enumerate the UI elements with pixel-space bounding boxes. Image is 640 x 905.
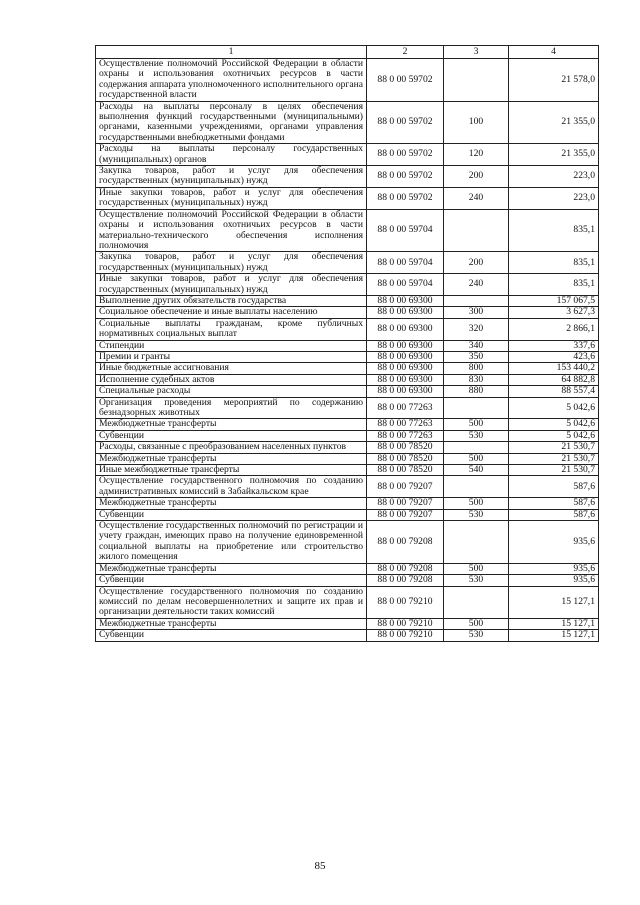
target-code-cell: 88 0 00 69300 — [367, 340, 444, 351]
expense-name-cell: Расходы, связанные с преобразованием населенных пунктов — [96, 442, 367, 453]
table-row — [96, 419, 599, 430]
expense-name-cell: Межбюджетные трансферты — [96, 453, 367, 464]
amount-cell: 935,6 — [509, 575, 599, 586]
amount-cell: 5 042,6 — [509, 430, 599, 441]
amount-cell: 21 355,0 — [509, 144, 599, 166]
expense-type-cell: 500 — [444, 563, 509, 574]
target-code-cell: 88 0 00 79210 — [367, 618, 444, 629]
expense-type-cell: 880 — [444, 386, 509, 397]
expense-name-cell: Межбюджетные трансферты — [96, 419, 367, 430]
expense-name-cell: Иные закупки товаров, работ и услуг для обеспечения государственных (муниципальных) нужд — [96, 187, 367, 209]
expense-name-cell: Межбюджетные трансферты — [96, 498, 367, 509]
target-code-cell: 88 0 00 79208 — [367, 521, 444, 564]
amount-cell: 5 042,6 — [509, 419, 599, 430]
amount-cell: 5 042,6 — [509, 397, 599, 419]
table-row — [96, 465, 599, 476]
amount-cell: 21 578,0 — [509, 59, 599, 102]
expense-type-cell: 830 — [444, 374, 509, 385]
amount-cell: 835,1 — [509, 209, 599, 252]
table-row — [96, 209, 599, 252]
table-row — [96, 351, 599, 362]
expense-type-cell: 350 — [444, 351, 509, 362]
table-row — [96, 586, 599, 618]
table-row — [96, 374, 599, 385]
amount-cell: 587,6 — [509, 476, 599, 498]
target-code-cell: 88 0 00 59704 — [367, 209, 444, 252]
target-code-cell: 88 0 00 69300 — [367, 363, 444, 374]
target-code-cell: 88 0 00 59702 — [367, 144, 444, 166]
target-code-cell: 88 0 00 79207 — [367, 509, 444, 520]
target-code-cell: 88 0 00 77263 — [367, 397, 444, 419]
target-code-cell: 88 0 00 59702 — [367, 59, 444, 102]
amount-cell: 2 866,1 — [509, 318, 599, 340]
table-row — [96, 575, 599, 586]
expense-name-cell: Закупка товаров, работ и услуг для обеспечения государственных (муниципальных) нужд — [96, 252, 367, 274]
expense-type-cell: 200 — [444, 166, 509, 188]
amount-cell: 21 530,7 — [509, 442, 599, 453]
table-row — [96, 453, 599, 464]
target-code-cell: 88 0 00 69300 — [367, 374, 444, 385]
expense-type-cell — [444, 397, 509, 419]
expense-name-cell: Иные межбюджетные трансферты — [96, 465, 367, 476]
table-row — [96, 476, 599, 498]
amount-cell: 15 127,1 — [509, 618, 599, 629]
expense-type-cell — [444, 586, 509, 618]
target-code-cell: 88 0 00 79210 — [367, 630, 444, 641]
amount-cell: 223,0 — [509, 166, 599, 188]
target-code-cell: 88 0 00 77263 — [367, 430, 444, 441]
amount-cell: 587,6 — [509, 509, 599, 520]
expense-name-cell: Субвенции — [96, 575, 367, 586]
expense-name-cell: Осуществление полномочий Российской Федерации в области охраны и использования охотничьих ресурсов в части материально-технического обеспечения исполнения полномочия — [96, 209, 367, 252]
expense-type-cell: 500 — [444, 618, 509, 629]
expense-name-cell: Субвенции — [96, 509, 367, 520]
expense-name-cell: Осуществление государственного полномочия по созданию комиссий по делам несовершеннолетних и защите их прав и организации деятельности таких комиссий — [96, 586, 367, 618]
expense-type-cell: 120 — [444, 144, 509, 166]
table-row — [96, 318, 599, 340]
expense-type-cell: 800 — [444, 363, 509, 374]
target-code-cell: 88 0 00 69300 — [367, 318, 444, 340]
column-header: 3 — [444, 46, 509, 59]
table-row — [96, 386, 599, 397]
table-row — [96, 307, 599, 318]
expense-type-cell: 530 — [444, 630, 509, 641]
target-code-cell: 88 0 00 59702 — [367, 101, 444, 144]
target-code-cell: 88 0 00 79210 — [367, 586, 444, 618]
target-code-cell: 88 0 00 69300 — [367, 307, 444, 318]
expense-type-cell — [444, 476, 509, 498]
expense-type-cell: 500 — [444, 498, 509, 509]
target-code-cell: 88 0 00 79208 — [367, 575, 444, 586]
amount-cell: 423,6 — [509, 351, 599, 362]
amount-cell: 21 530,7 — [509, 465, 599, 476]
expense-type-cell: 530 — [444, 430, 509, 441]
expense-type-cell: 240 — [444, 274, 509, 296]
table-row — [96, 274, 599, 296]
expense-name-cell: Специальные расходы — [96, 386, 367, 397]
expense-type-cell — [444, 442, 509, 453]
target-code-cell: 88 0 00 79207 — [367, 498, 444, 509]
expense-name-cell: Осуществление полномочий Российской Федерации в области охраны и использования охотничьих ресурсов в части содержания аппарата уполномоченного исполнительного органа государственной власти — [96, 59, 367, 102]
expense-name-cell: Премии и гранты — [96, 351, 367, 362]
expense-type-cell: 540 — [444, 465, 509, 476]
table-row — [96, 563, 599, 574]
expense-type-cell: 320 — [444, 318, 509, 340]
column-header: 1 — [96, 46, 367, 59]
amount-cell: 157 067,5 — [509, 295, 599, 306]
table-row — [96, 101, 599, 144]
amount-cell: 835,1 — [509, 274, 599, 296]
target-code-cell: 88 0 00 59704 — [367, 274, 444, 296]
target-code-cell: 88 0 00 78520 — [367, 453, 444, 464]
table-row — [96, 442, 599, 453]
expense-name-cell: Межбюджетные трансферты — [96, 563, 367, 574]
expense-name-cell: Организация проведения мероприятий по содержанию безнадзорных животных — [96, 397, 367, 419]
expense-name-cell: Субвенции — [96, 630, 367, 641]
amount-cell: 3 627,3 — [509, 307, 599, 318]
table-row — [96, 340, 599, 351]
expense-type-cell: 340 — [444, 340, 509, 351]
expense-name-cell: Исполнение судебных актов — [96, 374, 367, 385]
table-row — [96, 509, 599, 520]
table-row — [96, 618, 599, 629]
expense-name-cell: Иные бюджетные ассигнования — [96, 363, 367, 374]
table-row — [96, 59, 599, 102]
amount-cell: 935,6 — [509, 521, 599, 564]
table-row — [96, 166, 599, 188]
amount-cell: 935,6 — [509, 563, 599, 574]
expense-type-cell — [444, 521, 509, 564]
target-code-cell: 88 0 00 59702 — [367, 187, 444, 209]
target-code-cell: 88 0 00 69300 — [367, 351, 444, 362]
expense-type-cell: 200 — [444, 252, 509, 274]
amount-cell: 15 127,1 — [509, 586, 599, 618]
expense-type-cell: 500 — [444, 419, 509, 430]
expense-type-cell: 530 — [444, 575, 509, 586]
expense-name-cell: Социальные выплаты гражданам, кроме публичных нормативных социальных выплат — [96, 318, 367, 340]
amount-cell: 21 355,0 — [509, 101, 599, 144]
target-code-cell: 88 0 00 78520 — [367, 465, 444, 476]
table-row — [96, 295, 599, 306]
amount-cell: 223,0 — [509, 187, 599, 209]
table-row — [96, 144, 599, 166]
expense-name-cell: Осуществление государственного полномочия по созданию административных комиссий в Забайкальском крае — [96, 476, 367, 498]
table-row — [96, 630, 599, 641]
expense-name-cell: Расходы на выплаты персоналу в целях обеспечения выполнения функций государственными (муниципальными) органами, казенными учреждениями, органами управления государственными внебюджетными фондами — [96, 101, 367, 144]
amount-cell: 587,6 — [509, 498, 599, 509]
expense-name-cell: Межбюджетные трансферты — [96, 618, 367, 629]
target-code-cell: 88 0 00 79207 — [367, 476, 444, 498]
target-code-cell: 88 0 00 59704 — [367, 252, 444, 274]
expense-type-cell: 100 — [444, 101, 509, 144]
target-code-cell: 88 0 00 59702 — [367, 166, 444, 188]
expense-type-cell — [444, 295, 509, 306]
expense-type-cell: 240 — [444, 187, 509, 209]
expense-name-cell: Социальное обеспечение и иные выплаты населению — [96, 307, 367, 318]
expense-type-cell: 530 — [444, 509, 509, 520]
expense-name-cell: Иные закупки товаров, работ и услуг для обеспечения государственных (муниципальных) нужд — [96, 274, 367, 296]
amount-cell: 64 882,8 — [509, 374, 599, 385]
expense-name-cell: Осуществление государственных полномочий по регистрации и учету граждан, имеющих право на получение единовременной социальной выплаты на приобретение или строительство жилого помещения — [96, 521, 367, 564]
page-number: 85 — [314, 860, 326, 872]
table-row — [96, 187, 599, 209]
amount-cell: 153 440,2 — [509, 363, 599, 374]
expense-type-cell — [444, 59, 509, 102]
expense-name-cell: Выполнение других обязательств государства — [96, 295, 367, 306]
table-row — [96, 521, 599, 564]
amount-cell: 88 557,4 — [509, 386, 599, 397]
table-row — [96, 363, 599, 374]
table-row — [96, 397, 599, 419]
column-header: 2 — [367, 46, 444, 59]
table-row — [96, 498, 599, 509]
expense-type-cell — [444, 209, 509, 252]
target-code-cell: 88 0 00 78520 — [367, 442, 444, 453]
amount-cell: 21 530,7 — [509, 453, 599, 464]
amount-cell: 835,1 — [509, 252, 599, 274]
target-code-cell: 88 0 00 69300 — [367, 295, 444, 306]
expense-type-cell: 300 — [444, 307, 509, 318]
table-row — [96, 252, 599, 274]
expense-name-cell: Закупка товаров, работ и услуг для обеспечения государственных (муниципальных) нужд — [96, 166, 367, 188]
expense-name-cell: Субвенции — [96, 430, 367, 441]
amount-cell: 15 127,1 — [509, 630, 599, 641]
column-header: 4 — [509, 46, 599, 59]
table-body — [96, 59, 599, 642]
budget-table — [95, 45, 599, 642]
table-row — [96, 430, 599, 441]
target-code-cell: 88 0 00 69300 — [367, 386, 444, 397]
table-header-row — [96, 46, 599, 59]
target-code-cell: 88 0 00 77263 — [367, 419, 444, 430]
target-code-cell: 88 0 00 79208 — [367, 563, 444, 574]
expense-type-cell: 500 — [444, 453, 509, 464]
expense-name-cell: Стипендии — [96, 340, 367, 351]
expense-name-cell: Расходы на выплаты персоналу государственных (муниципальных) органов — [96, 144, 367, 166]
amount-cell: 337,6 — [509, 340, 599, 351]
